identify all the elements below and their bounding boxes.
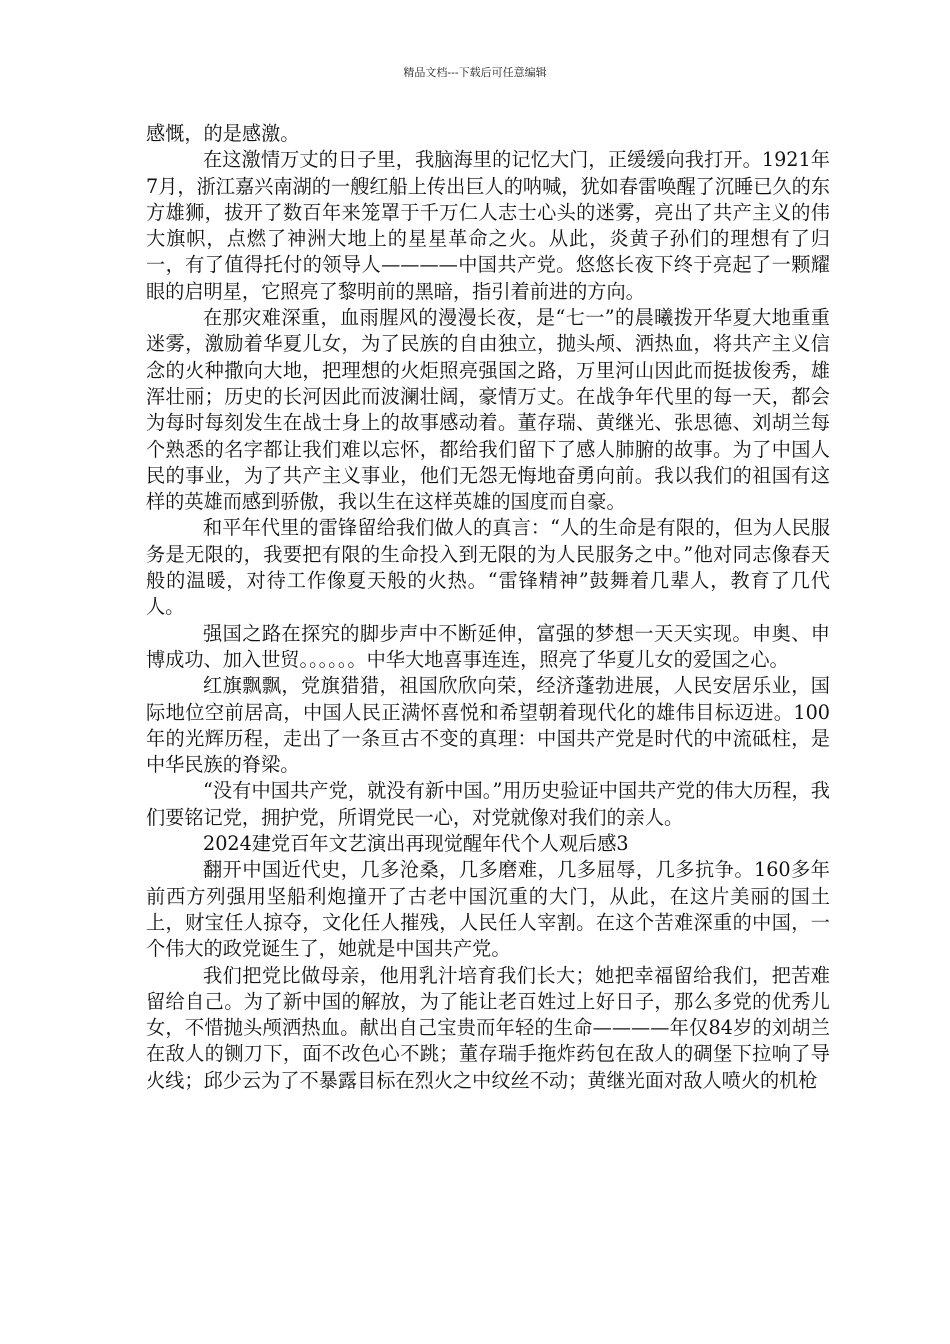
paragraph: 我们把党比做母亲，他用乳汁培育我们长大；她把幸福留给我们，把苦难留给自己。为了新中国的解放，为了能让老百姓过上好日子，那么多党的优秀儿女，不惜抛头颅洒热血。献出自己宝贵而年轻的生命————年仅84岁的刘胡兰在敌人的铡刀下，面不改色心不跳；董存瑞手拖炸药包在敌人的碉堡下拉响了导火线；邱少云为了不暴露目标在烈火之中纹丝不动；黄继光面对敌人喷火的机枪 bbox=[146, 963, 830, 1092]
section-heading: 2024建党百年文艺演出再现觉醒年代个人观后感3 bbox=[203, 832, 629, 856]
paragraph: 在那灾难深重，血雨腥风的漫漫长夜，是“七一”的晨曦拨开华夏大地重重迷雾，激励着华夏儿女，为了民族的自由独立，抛头颅、洒热血，将共产主义信念的火种撒向大地，把理想的火炬照亮强国之路，万里河山因此而挺拔俊秀，雄浑壮丽；历史的长河因此而波澜壮阔，豪情万丈。在战争年代里的每一天，都会为每时每刻发生在战士身上的故事感动着。董存瑞、黄继光、张思德、刘胡兰每个熟悉的名字都让我们难以忘怀，都给我们留下了感人肺腑的故事。为了中国人民的事业，为了共产主义事业，他们无怨无悔地奋勇向前。我以我们的祖国有这样的英雄而感到骄傲，我以生在这样英雄的国度而自豪。 bbox=[146, 306, 830, 514]
paragraph: 强国之路在探究的脚步声中不断延伸，富强的梦想一天天实现。申奥、申博成功、加入世贸。。。。。。中华大地喜事连连，照亮了华夏儿女的爱国之心。 bbox=[146, 621, 830, 671]
paragraph: 红旗飘飘，党旗猎猎，祖国欣欣向荣，经济蓬勃进展，人民安居乐业，国际地位空前居高，中国人民正满怀喜悦和希望朝着现代化的雄伟目标迈进。100年的光辉历程，走出了一条亘古不变的真理：中国共产党是时代的中流砥柱，是中华民族的脊梁。 bbox=[146, 674, 830, 777]
page-header: 精品文档---下载后可任意编辑 bbox=[403, 66, 547, 79]
paragraph: 感慨，的是感激。 bbox=[146, 122, 300, 145]
paragraph: 和平年代里的雷锋留给我们做人的真言：“人的生命是有限的，但为人民服务是无限的，我要把有限的生命投入到无限的为人民服务之中。”他对同志像春天般的温暖，对待工作像夏天般的火热。“雷锋精神”鼓舞着几辈人，教育了几代人。 bbox=[146, 516, 830, 619]
paragraph: 在这激情万丈的日子里，我脑海里的记忆大门，正缓缓向我打开。1921年7月，浙江嘉兴南湖的一艘红船上传出巨人的呐喊，犹如春雷唤醒了沉睡已久的东方雄狮，拔开了数百年来笼罩于千万仁人志士心头的迷雾，亮出了共产主义的伟大旗帜，点燃了神洲大地上的星星革命之火。从此，炎黄子孙们的理想有了归一，有了值得托付的领导人————中国共产党。悠悠长夜下终于亮起了一颗耀眼的启明星，它照亮了黎明前的黑暗，指引着前进的方向。 bbox=[146, 148, 830, 303]
paragraph: “没有中国共产党，就没有新中国。”用历史验证中国共产党的伟大历程，我们要铭记党，拥护党，所谓党民一心，对党就像对我们的亲人。 bbox=[146, 779, 830, 829]
document-body bbox=[146, 121, 830, 1094]
paragraph: 翻开中国近代史，几多沧桑，几多磨难，几多屈辱，几多抗争。160多年前西方列强用坚船利炮撞开了古老中国沉重的大门，从此，在这片美丽的国土上，财宝任人掠夺，文化任人摧残，人民任人宰割。在这个苦难深重的中国，一个伟大的政党诞生了，她就是中国共产党。 bbox=[146, 858, 830, 961]
